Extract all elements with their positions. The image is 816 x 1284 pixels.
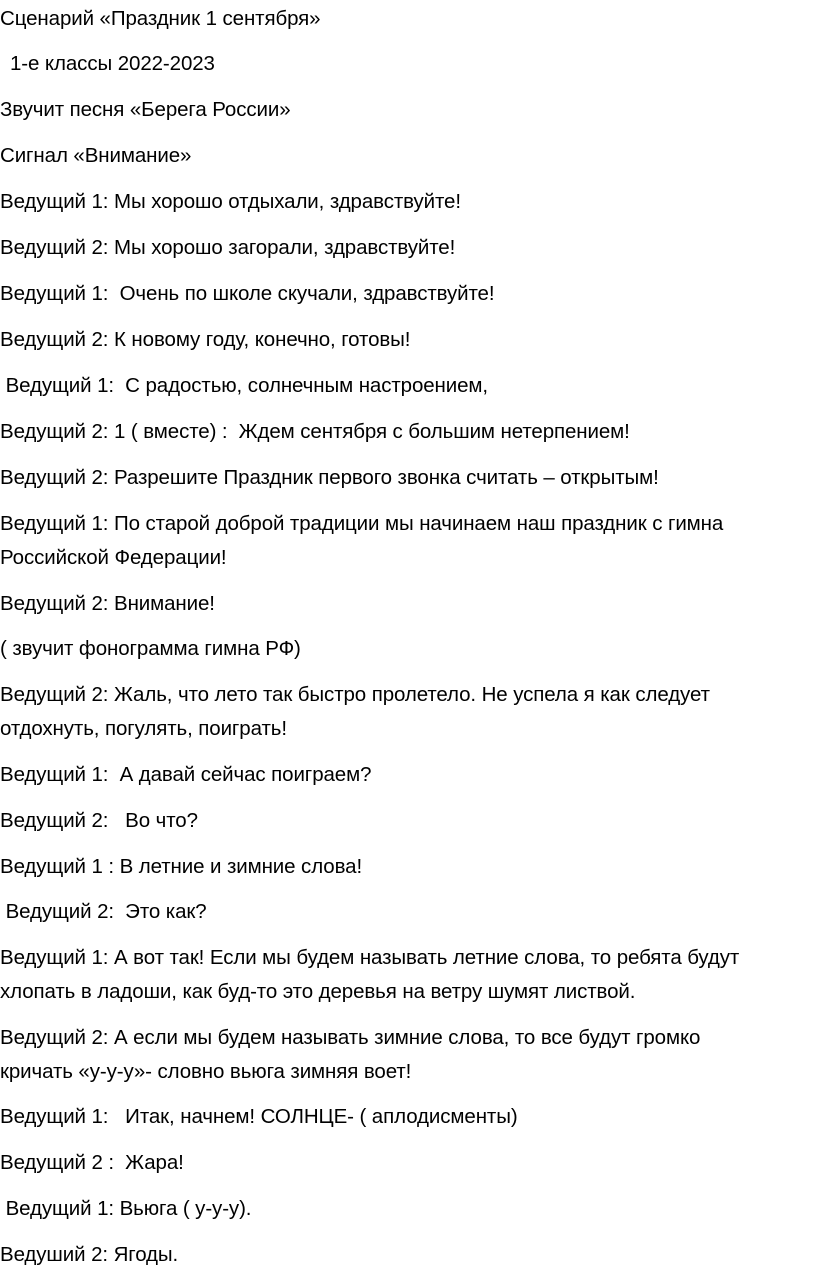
text-line: Ведущий 1: Мы хорошо отдыхали, здравствуйте! xyxy=(0,190,461,213)
paragraph xyxy=(0,1146,812,1180)
paragraph xyxy=(0,185,812,219)
text-line: Ведущий 1: Итак, начнем! СОЛНЦЕ- ( аплодисменты) xyxy=(0,1105,518,1128)
paragraph xyxy=(0,804,812,838)
text-line: хлопать в ладоши, как буд-то это деревья на ветру шумят листвой. xyxy=(0,980,636,1003)
document-title xyxy=(0,2,812,36)
paragraph xyxy=(0,1238,812,1272)
text-line: Ведущий 2: К новому году, конечно, готовы! xyxy=(0,328,411,351)
paragraph xyxy=(0,1021,812,1089)
paragraph xyxy=(0,369,812,403)
text-line: Ведущий 2: А если мы будем называть зимние слова, то все будут громко xyxy=(0,1026,701,1049)
paragraph xyxy=(0,415,812,449)
text-line: Сценарий «Праздник 1 сентября» xyxy=(0,7,321,30)
paragraph xyxy=(0,139,812,173)
text-line: кричать «у-у-у»- словно вьюга зимняя воет! xyxy=(0,1060,412,1083)
paragraph xyxy=(0,323,812,357)
text-line: Ведущий 1: А давай сейчас поиграем? xyxy=(0,763,372,786)
text-line: Ведущий 2: Жаль, что лето так быстро пролетело. Не успела я как следует xyxy=(0,683,710,706)
text-line: отдохнуть, погулять, поиграть! xyxy=(0,717,287,740)
paragraph xyxy=(0,895,812,929)
paragraph xyxy=(0,758,812,792)
paragraph xyxy=(0,587,812,621)
text-line: Ведущий 2 : Жара! xyxy=(0,1151,184,1174)
text-line: Ведущий 1: Вьюга ( у-у-у). xyxy=(0,1197,252,1220)
document-subtitle xyxy=(10,47,816,81)
text-line: 1-е классы 2022-2023 xyxy=(10,52,215,75)
paragraph xyxy=(0,1192,812,1226)
text-line: Российской Федерации! xyxy=(0,546,227,569)
text-line: Сигнал «Внимание» xyxy=(0,144,192,167)
text-line: Ведущий 2: Мы хорошо загорали, здравствуйте! xyxy=(0,236,456,259)
text-line: Ведуший 2: Ягоды. xyxy=(0,1243,179,1266)
paragraph xyxy=(0,93,812,127)
text-line: Ведущий 1: Очень по школе скучали, здравствуйте! xyxy=(0,282,495,305)
text-line: Ведущий 2: Во что? xyxy=(0,809,198,832)
paragraph xyxy=(0,507,812,575)
paragraph xyxy=(0,277,812,311)
text-line: Ведущий 1: По старой доброй традиции мы начинаем наш праздник с гимна xyxy=(0,512,724,535)
text-line: Звучит песня «Берега России» xyxy=(0,98,291,121)
text-line: ( звучит фонограмма гимна РФ) xyxy=(0,637,301,660)
text-line: Ведущий 2: Разрешите Праздник первого звонка считать – открытым! xyxy=(0,466,659,489)
paragraph xyxy=(0,678,812,746)
text-line: Ведущий 1: С радостью, солнечным настроением, xyxy=(0,374,489,397)
paragraph xyxy=(0,632,812,666)
paragraph xyxy=(0,231,812,265)
text-line: Ведущий 2: Внимание! xyxy=(0,592,215,615)
paragraph xyxy=(0,1100,812,1134)
text-line: Ведущий 1 : В летние и зимние слова! xyxy=(0,855,363,878)
paragraph xyxy=(0,941,812,1009)
text-line: Ведущий 2: Это как? xyxy=(0,900,207,923)
text-line: Ведущий 2: 1 ( вместе) : Ждем сентября с большим нетерпением! xyxy=(0,420,630,443)
paragraph xyxy=(0,461,812,495)
text-line: Ведущий 1: А вот так! Если мы будем называть летние слова, то ребята будут xyxy=(0,946,740,969)
paragraph xyxy=(0,850,812,884)
